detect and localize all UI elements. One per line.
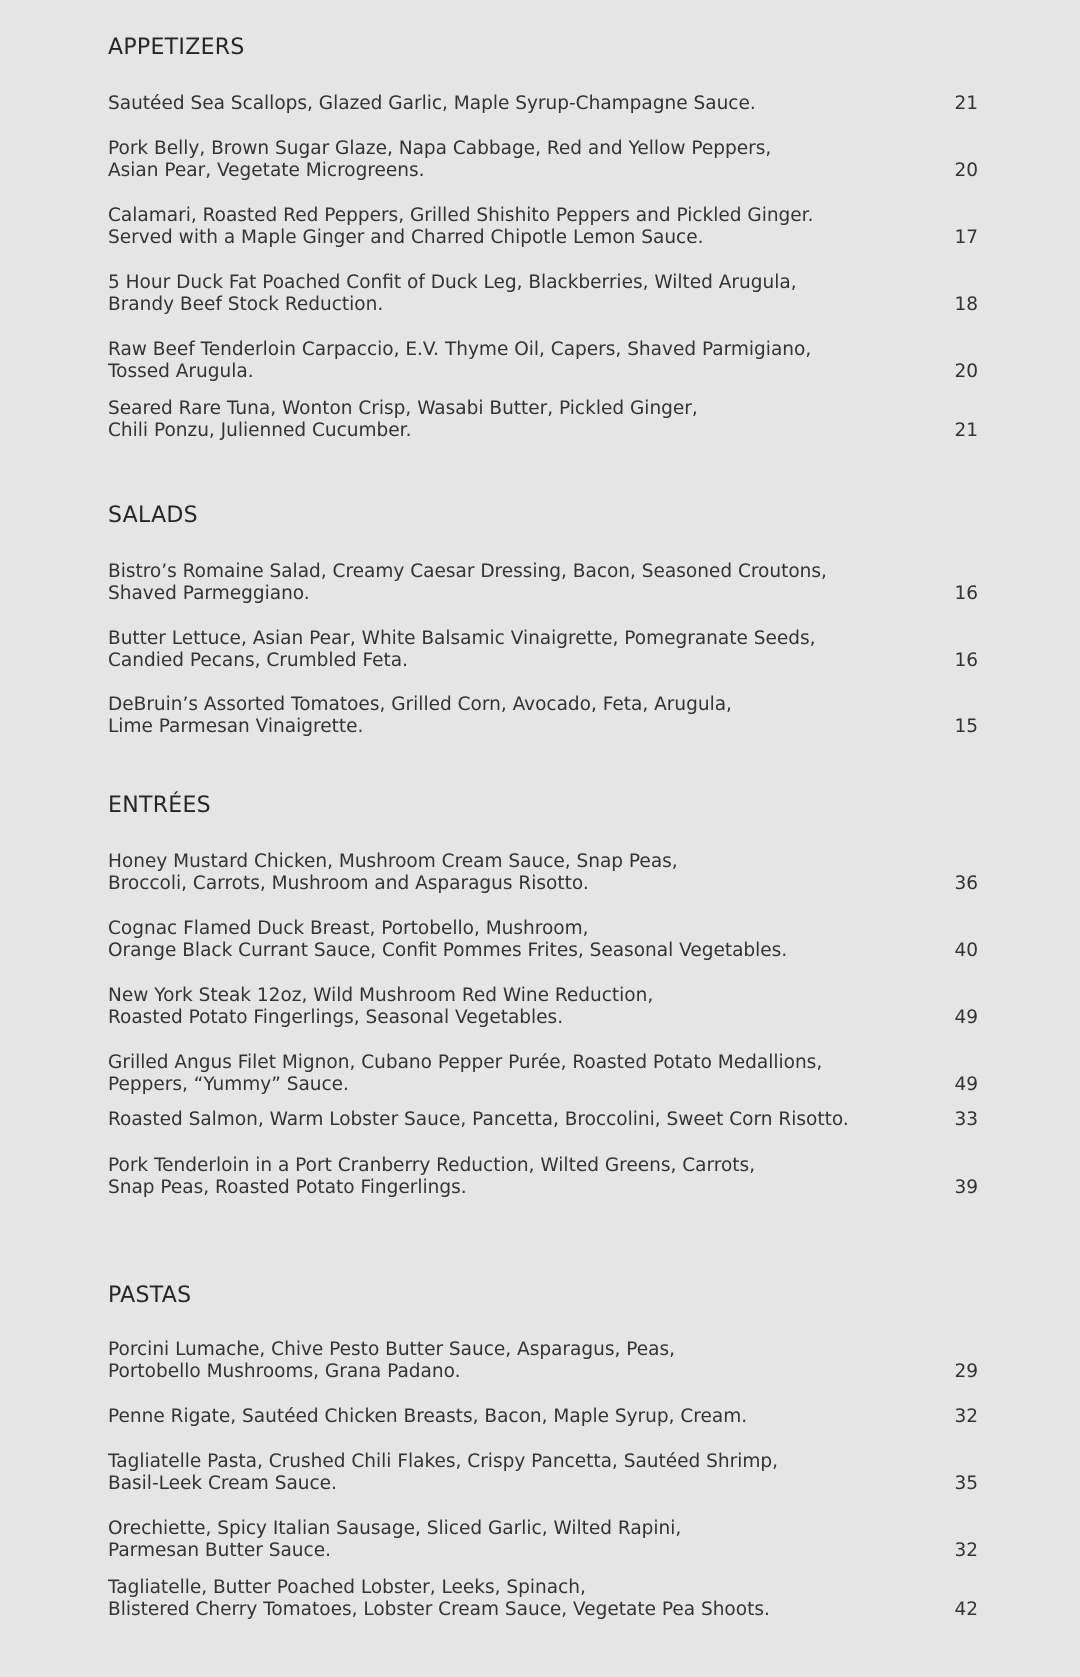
menu-item <box>108 628 978 672</box>
item-price: 32 <box>954 1406 978 1427</box>
item-description: Raw Beef Tenderloin Carpaccio, E.V. Thyme Oil, Capers, Shaved Parmigiano, Tossed Arugula. <box>108 339 812 382</box>
section-title: SALADS <box>108 503 198 528</box>
menu-item <box>108 398 978 442</box>
section-title: PASTAS <box>108 1283 192 1308</box>
item-price: 36 <box>954 873 978 894</box>
item-price: 16 <box>954 583 978 604</box>
item-description: Pork Tenderloin in a Port Cranberry Reduction, Wilted Greens, Carrots, Snap Peas, Roasted Potato Fingerlings. <box>108 1155 756 1198</box>
item-price: 16 <box>954 650 978 671</box>
item-price: 20 <box>954 361 978 382</box>
item-price: 21 <box>954 93 978 114</box>
item-price: 20 <box>954 160 978 181</box>
menu-item <box>108 1109 978 1131</box>
item-description: Pork Belly, Brown Sugar Glaze, Napa Cabbage, Red and Yellow Peppers, Asian Pear, Vegetate Microgreens. <box>108 138 772 181</box>
item-price: 39 <box>954 1177 978 1198</box>
menu-item <box>108 138 978 182</box>
menu-item <box>108 1451 978 1495</box>
item-description: Penne Rigate, Sautéed Chicken Breasts, Bacon, Maple Syrup, Cream. <box>108 1406 748 1427</box>
section-appetizers <box>108 34 978 62</box>
section-pastas <box>108 1282 978 1310</box>
menu-item <box>108 918 978 962</box>
item-price: 21 <box>954 420 978 441</box>
menu-item <box>108 1339 978 1383</box>
section-salads <box>108 502 978 530</box>
menu-item <box>108 339 978 383</box>
item-description: Cognac Flamed Duck Breast, Portobello, Mushroom, Orange Black Currant Sauce, Confit Pommes Frites, Seasonal Vegetables. <box>108 918 788 961</box>
section-entrees <box>108 792 978 820</box>
item-description: New York Steak 12oz, Wild Mushroom Red Wine Reduction, Roasted Potato Fingerlings, Seasonal Vegetables. <box>108 985 654 1028</box>
item-description: Tagliatelle, Butter Poached Lobster, Leeks, Spinach, Blistered Cherry Tomatoes, Lobster Cream Sauce, Vegetate Pea Shoots. <box>108 1577 770 1620</box>
section-title: ENTRÉES <box>108 793 211 818</box>
menu-item <box>108 1406 978 1428</box>
item-price: 42 <box>954 1599 978 1620</box>
item-description: Sautéed Sea Scallops, Glazed Garlic, Maple Syrup-Champagne Sauce. <box>108 93 756 114</box>
item-description: Calamari, Roasted Red Peppers, Grilled Shishito Peppers and Pickled Ginger. Served with a Maple Ginger and Charred Chipotle Lemon Sauce. <box>108 205 814 248</box>
item-price: 15 <box>954 716 978 737</box>
menu-item <box>108 1577 978 1621</box>
item-price: 29 <box>954 1361 978 1382</box>
menu-item <box>108 1052 978 1096</box>
item-description: Tagliatelle Pasta, Crushed Chili Flakes, Crispy Pancetta, Sautéed Shrimp, Basil-Leek Cream Sauce. <box>108 1451 779 1494</box>
item-description: Roasted Salmon, Warm Lobster Sauce, Pancetta, Broccolini, Sweet Corn Risotto. <box>108 1109 849 1130</box>
item-price: 18 <box>954 294 978 315</box>
item-description: Porcini Lumache, Chive Pesto Butter Sauce, Asparagus, Peas, Portobello Mushrooms, Grana Padano. <box>108 1339 675 1382</box>
menu-item <box>108 1155 978 1199</box>
item-description: 5 Hour Duck Fat Poached Confit of Duck Leg, Blackberries, Wilted Arugula, Brandy Beef Stock Reduction. <box>108 272 797 315</box>
item-price: 17 <box>954 227 978 248</box>
item-description: Orechiette, Spicy Italian Sausage, Sliced Garlic, Wilted Rapini, Parmesan Butter Sauce. <box>108 1518 682 1561</box>
item-description: Honey Mustard Chicken, Mushroom Cream Sauce, Snap Peas, Broccoli, Carrots, Mushroom and Asparagus Risotto. <box>108 851 678 894</box>
section-title: APPETIZERS <box>108 35 245 60</box>
item-description: Bistro’s Romaine Salad, Creamy Caesar Dressing, Bacon, Seasoned Croutons, Shaved Parmeggiano. <box>108 561 827 604</box>
menu-item <box>108 561 978 605</box>
item-price: 32 <box>954 1540 978 1561</box>
item-description: DeBruin’s Assorted Tomatoes, Grilled Corn, Avocado, Feta, Arugula, Lime Parmesan Vinaigrette. <box>108 694 732 737</box>
item-description: Seared Rare Tuna, Wonton Crisp, Wasabi Butter, Pickled Ginger, Chili Ponzu, Julienned Cucumber. <box>108 398 698 441</box>
item-price: 33 <box>954 1109 978 1130</box>
menu-item <box>108 985 978 1029</box>
item-price: 40 <box>954 940 978 961</box>
menu-item <box>108 1518 978 1562</box>
menu-item <box>108 851 978 895</box>
menu-item <box>108 93 978 115</box>
menu-item <box>108 694 978 738</box>
item-description: Butter Lettuce, Asian Pear, White Balsamic Vinaigrette, Pomegranate Seeds, Candied Pecans, Crumbled Feta. <box>108 628 816 671</box>
item-description: Grilled Angus Filet Mignon, Cubano Pepper Purée, Roasted Potato Medallions, Peppers, “Yummy” Sauce. <box>108 1052 823 1095</box>
item-price: 49 <box>954 1007 978 1028</box>
menu-item <box>108 205 978 249</box>
menu-item <box>108 272 978 316</box>
item-price: 35 <box>954 1473 978 1494</box>
item-price: 49 <box>954 1074 978 1095</box>
